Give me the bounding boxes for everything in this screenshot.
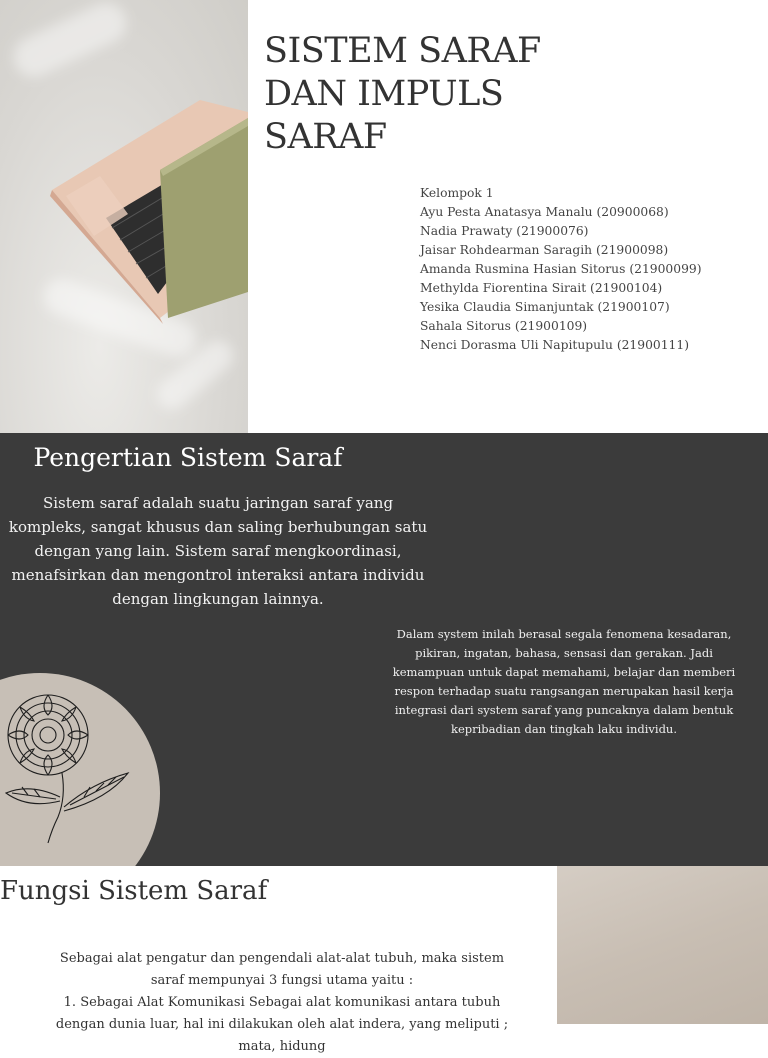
member-item: Methylda Fiorentina Sirait (21900104) [420,281,663,295]
title-line-3: SARAF [264,117,387,157]
definition-paragraph: Sistem saraf adalah suatu jaringan saraf yang kompleks, sangat khusus dan saling berhubungan satu dengan yang lain. Sistem saraf mengkoordinasi, menafsirkan dan mengontrol interaksi antara individu dengan lingkungan lainnya. [8,494,428,608]
chrysanthemum-illustration-icon [0,687,140,847]
member-item: Sahala Sitorus (21900109) [420,319,588,333]
function-description [48,948,516,1058]
function-point-1: 1. Sebagai Alat Komunikasi Sebagai alat komunikasi antara tubuh dengan dunia luar, hal ini dilakukan oleh alat indera, yang meliputi ; mata, hidung [55,995,509,1054]
intro-paragraph: Sebagai alat pengatur dan pengendali alat-alat tubuh, maka sistem saraf mempunyai 3 fungsi utama yaitu : [59,951,505,988]
explanation-paragraph: Dalam system inilah berasal segala fenomena kesadaran, pikiran, ingatan, bahasa, sensasi dan gerakan. Jadi kemampuan untuk dapat memahami, belajar dan memberi respon terhadap suatu rangsangan merupakan hasil kerja integrasi dari system saraf yang puncaknya dalam bentuk kepribadian dan tingkah laku individu. [392,627,736,736]
member-item: Yesika Claudia Simanjuntak (21900107) [420,300,670,314]
member-item: Nadia Prawaty (21900076) [420,224,589,238]
title-line-2: DAN IMPULS [264,74,504,114]
title-line-1: SISTEM SARAF [264,31,541,71]
beige-photo [557,866,768,1024]
section-heading: Fungsi Sistem Saraf [0,876,268,906]
section-heading: Pengertian Sistem Saraf [33,443,343,472]
slide-fungsi [0,866,768,1054]
laptop-photo [0,0,248,433]
member-item: Ayu Pesta Anatasya Manalu (20900068) [420,205,669,219]
member-item: Jaisar Rohdearman Saragih (21900098) [420,243,669,257]
slide-title [0,0,768,433]
group-members-list [420,184,750,355]
page-title [264,30,594,159]
member-item: Amanda Rusmina Hasian Sitorus (21900099) [420,262,702,276]
member-item: Nenci Dorasma Uli Napitupulu (21900111) [420,338,690,352]
slide-pengertian [0,433,768,866]
group-label: Kelompok 1 [420,186,494,200]
